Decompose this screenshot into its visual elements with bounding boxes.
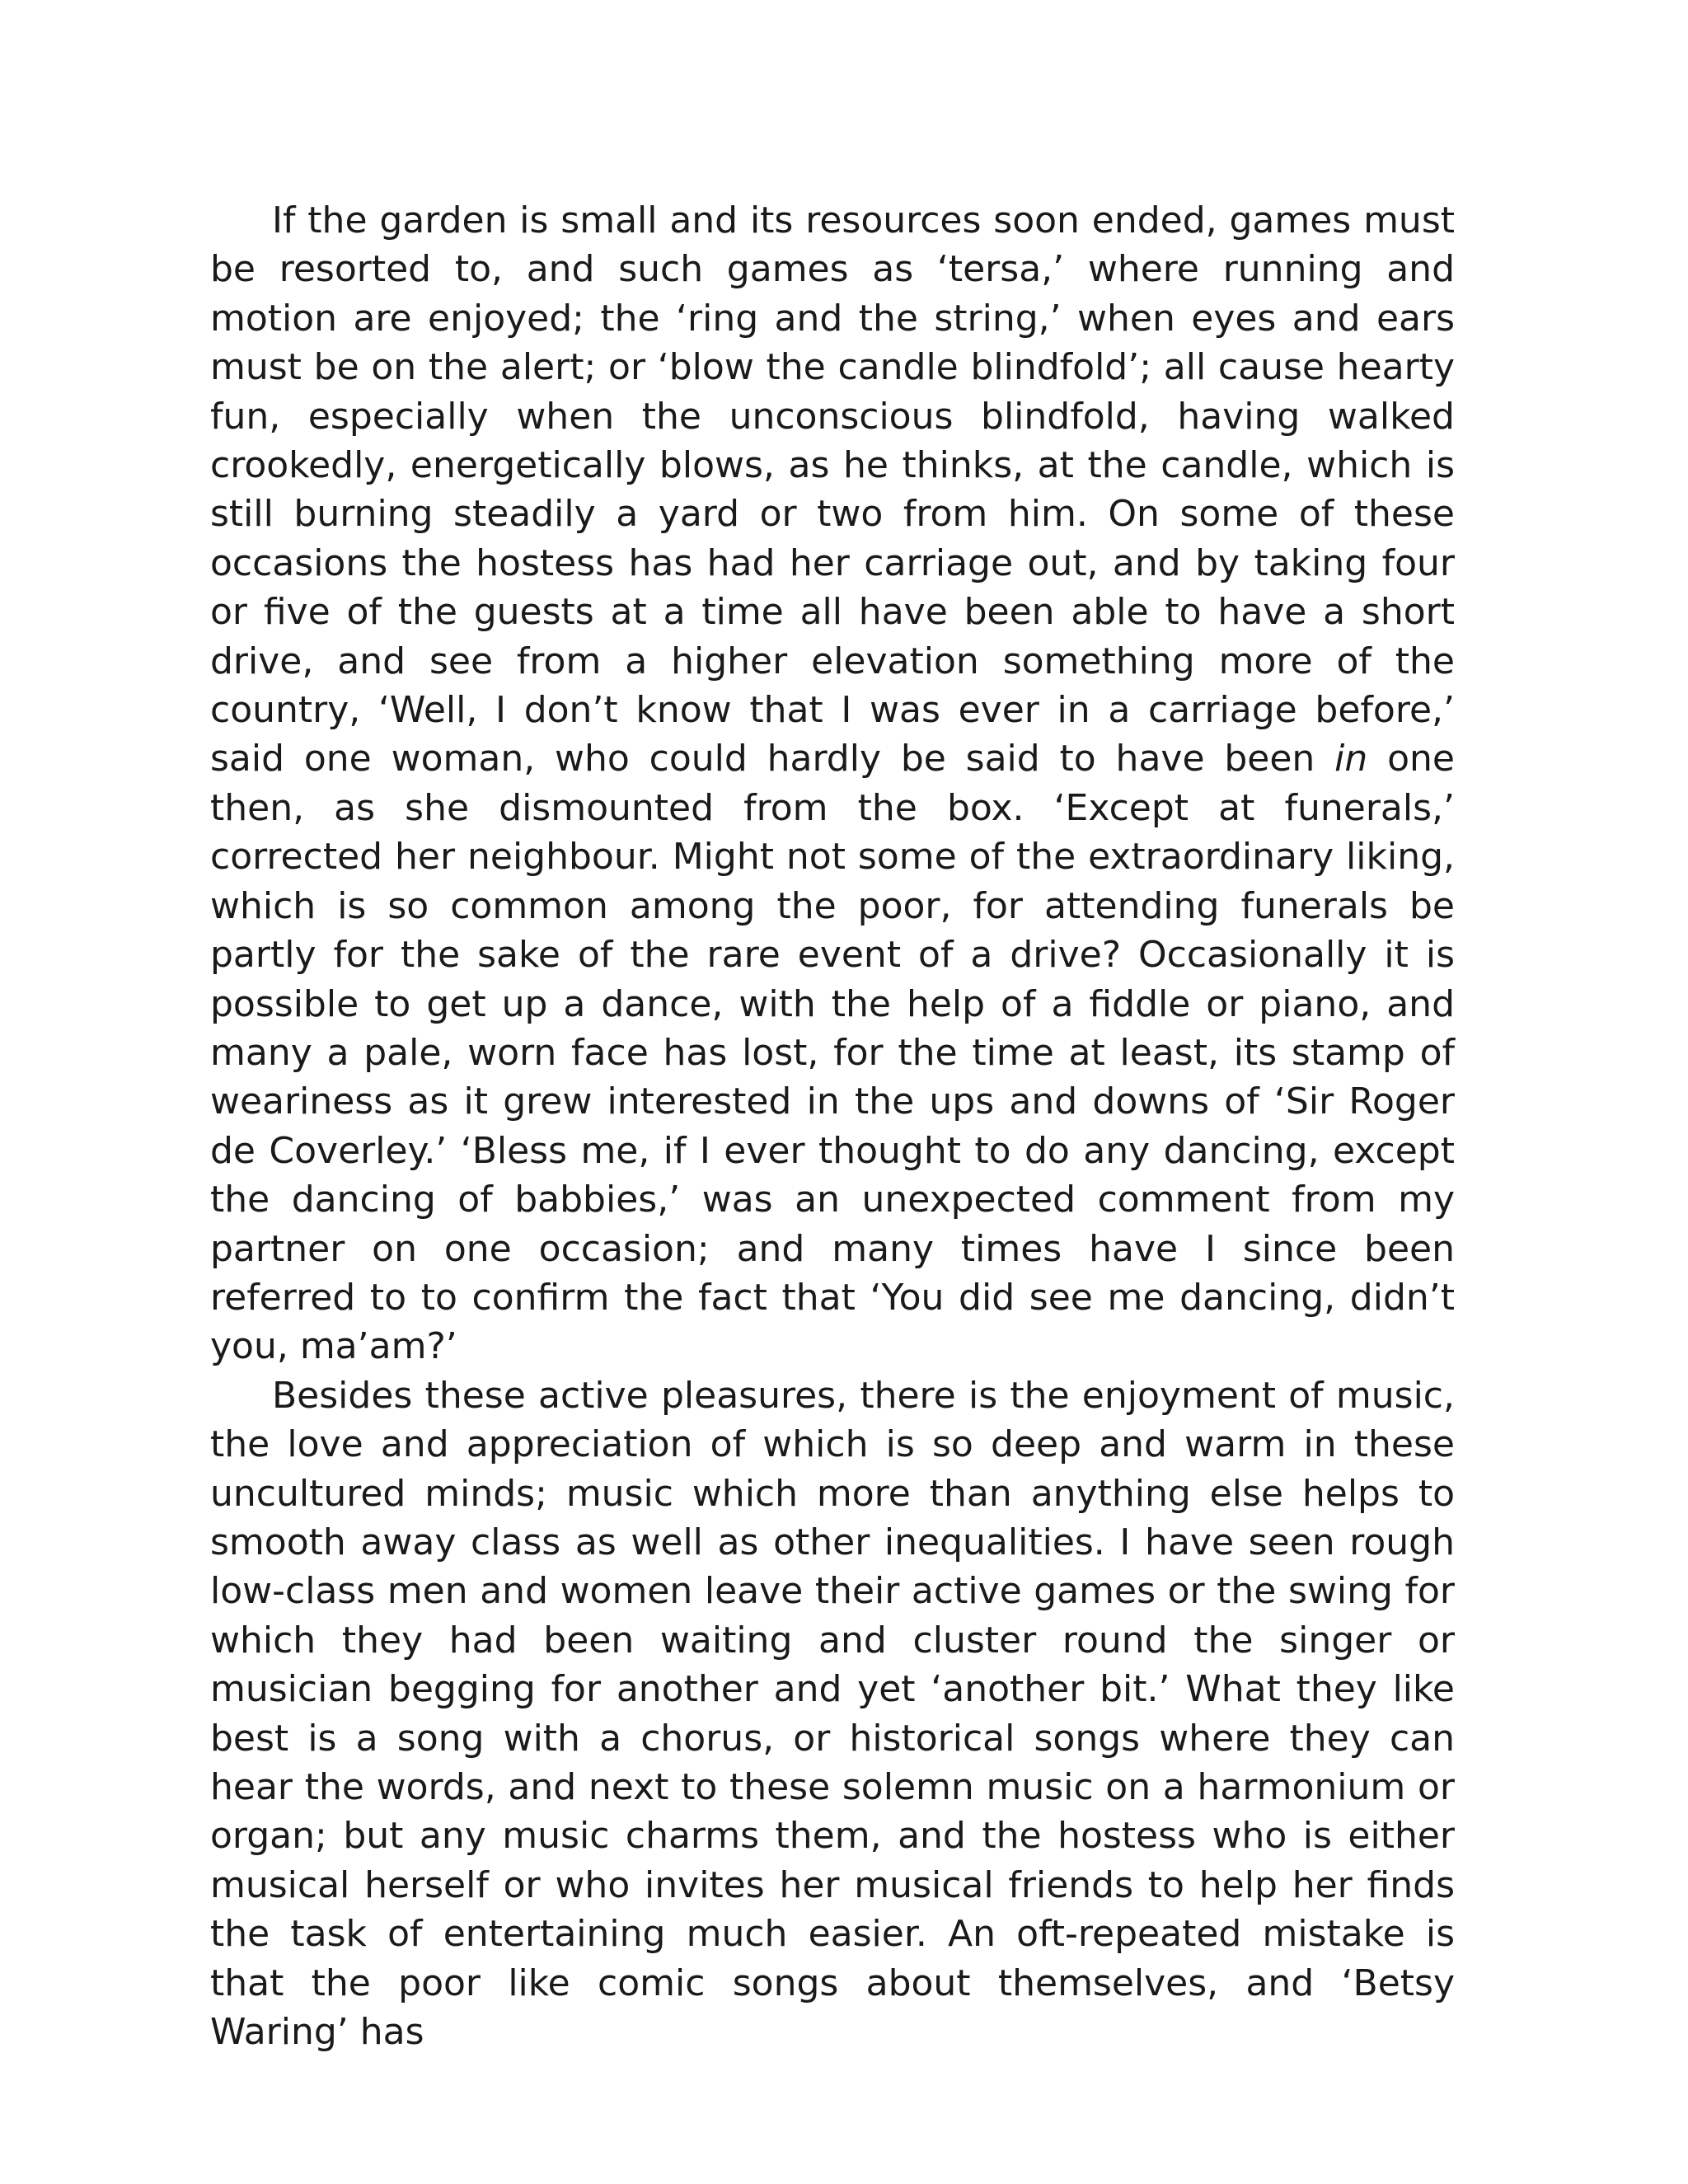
- paragraph-1: [210, 196, 1455, 1371]
- paragraph-1-italic-word: in: [1334, 738, 1368, 780]
- paragraph-1-text-b: one then, as she dismounted from the box. ‘Except at funerals,’ corrected her neighbour. Might not some of the extraordinary liking, which is so common among the poor, for attending funerals be partly for the sake of the rare event of a drive? Occasionally it is possible to get up a dance, with the help of a fiddle or piano, and many a pale, worn face has lost, for the time at least, its stamp of weariness as it grew interested in the ups and downs of ‘Sir Roger de Coverley.’ ‘Bless me, if I ever thought to do any dancing, except the dancing of babbies,’ was an unexpected comment from my partner on one occasion; and many times have I since been referred to to confirm the fact that ‘You did see me dancing, didn’t you, ma’am?’: [210, 738, 1455, 1368]
- body-text: [210, 196, 1455, 2056]
- paragraph-2: Besides these active pleasures, there is the enjoyment of music, the love and appreciation of which is so deep and warm in these uncultured minds; music which more than anything else helps to smooth away class as well as other inequalities. I have seen rough low-class men and women leave their active games or the swing for which they had been waiting and cluster round the singer or musician begging for another and yet ‘another bit.’ What they like best is a song with a chorus, or historical songs where they can hear the words, and next to these solemn music on a harmonium or organ; but any music charms them, and the hostess who is either musical herself or who invites her musical friends to help her finds the task of entertaining much easier. An oft-repeated mistake is that the poor like comic songs about themselves, and ‘Betsy Waring’ has: [210, 1374, 1455, 2054]
- paragraph-1-text-a: If the garden is small and its resources soon ended, games must be resorted to, and such games as ‘tersa,’ where running and motion are enjoyed; the ‘ring and the string,’ when eyes and ears must be on the alert; or ‘blow the candle blindfold’; all cause hearty fun, especially when the unconscious blindfold, having walked crookedly, energetically blows, as he thinks, at the candle, which is still burning steadily a yard or two from him. On some of these occasions the hostess has had her carriage out, and by taking four or five of the guests at a time all have been able to have a short drive, and see from a higher elevation something more of the country, ‘Well, I don’t know that I was ever in a carriage before,’ said one woman, who could hardly be said to have been: [210, 199, 1455, 780]
